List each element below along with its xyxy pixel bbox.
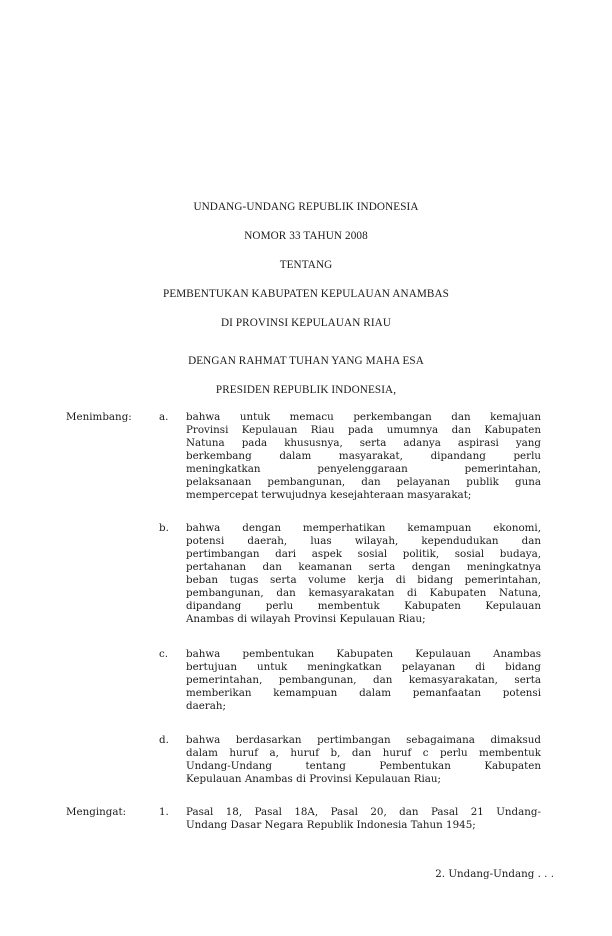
text-line: beban tugas serta volume kerja di bidang pemerintahan,: [186, 574, 541, 586]
text-line: bertujuan untuk meningkatkan pelayanan di bidang: [186, 661, 541, 673]
mengingat-label: Mengingat:: [66, 806, 127, 818]
item-marker: a.: [159, 411, 169, 423]
item-marker: 1.: [159, 806, 169, 818]
text-line: Pasal 18, Pasal 18A, Pasal 20, dan Pasal 21 Undang-: [186, 806, 541, 818]
text-line: pertimbangan dari aspek sosial politik, sosial budaya,: [186, 548, 541, 560]
item-text: [186, 411, 541, 502]
page-continuation: 2. Undang-Undang . . .: [435, 868, 554, 880]
text-line: Anambas di wilayah Provinsi Kepulauan Riau;: [186, 613, 426, 625]
item-marker: b.: [159, 522, 169, 534]
law-number: NOMOR 33 TAHUN 2008: [244, 230, 368, 242]
text-line: Natuna pada khususnya, serta adanya aspirasi yang: [186, 437, 541, 449]
item-marker: d.: [159, 734, 169, 746]
item-text: [186, 734, 541, 786]
item-marker: c.: [159, 648, 169, 660]
text-line: berkembang dalam masyarakat, dipandang perlu: [186, 450, 541, 462]
text-line: bahwa pembentukan Kabupaten Kepulauan Anambas: [186, 648, 541, 660]
text-line: bahwa untuk memacu perkembangan dan kemajuan: [186, 411, 541, 423]
text-line: pembangunan, dan kemasyarakatan di Kabupaten Natuna,: [186, 587, 541, 599]
text-line: pertahanan dan keamanan serta dengan meningkatnya: [186, 561, 541, 573]
item-text: [186, 522, 541, 626]
text-line: Kepulauan Anambas di Provinsi Kepulauan Riau;: [186, 773, 442, 785]
text-line: memberikan kemampuan dalam pemanfaatan potensi: [186, 687, 541, 699]
text-line: potensi daerah, luas wilayah, kependudukan dan: [186, 535, 541, 547]
text-line: meningkatkan penyelenggaraan pemerintahan,: [186, 463, 541, 475]
text-line: pelaksanaan pembangunan, dan pelayanan publik guna: [186, 476, 541, 488]
text-line: dalam huruf a, huruf b, dan huruf c perlu membentuk: [186, 747, 541, 759]
text-line: Undang Dasar Negara Republik Indonesia Tahun 1945;: [186, 819, 476, 831]
text-line: pemerintahan, pembangunan, dan kemasyarakatan, serta: [186, 674, 541, 686]
law-title: UNDANG-UNDANG REPUBLIK INDONESIA: [193, 201, 419, 213]
president-heading: PRESIDEN REPUBLIK INDONESIA,: [215, 384, 397, 396]
item-text: [186, 806, 541, 832]
menimbang-label: Menimbang:: [66, 411, 132, 423]
item-text: [186, 648, 541, 713]
text-line: Undang-Undang tentang Pembentukan Kabupaten: [186, 760, 541, 772]
text-line: daerah;: [186, 700, 226, 712]
text-line: dipandang perlu membentuk Kabupaten Kepulauan: [186, 600, 541, 612]
tentang-heading: TENTANG: [279, 259, 333, 271]
text-line: bahwa berdasarkan pertimbangan sebagaimana dimaksud: [186, 734, 541, 746]
invocation: DENGAN RAHMAT TUHAN YANG MAHA ESA: [188, 355, 424, 367]
text-line: mempercepat terwujudnya kesejahteraan masyarakat;: [186, 489, 472, 501]
law-subject-location: DI PROVINSI KEPULAUAN RIAU: [220, 317, 392, 329]
text-line: bahwa dengan memperhatikan kemampuan ekonomi,: [186, 522, 541, 534]
law-subject: PEMBENTUKAN KABUPATEN KEPULAUAN ANAMBAS: [163, 288, 449, 300]
text-line: Provinsi Kepulauan Riau pada umumnya dan Kabupaten: [186, 424, 541, 436]
